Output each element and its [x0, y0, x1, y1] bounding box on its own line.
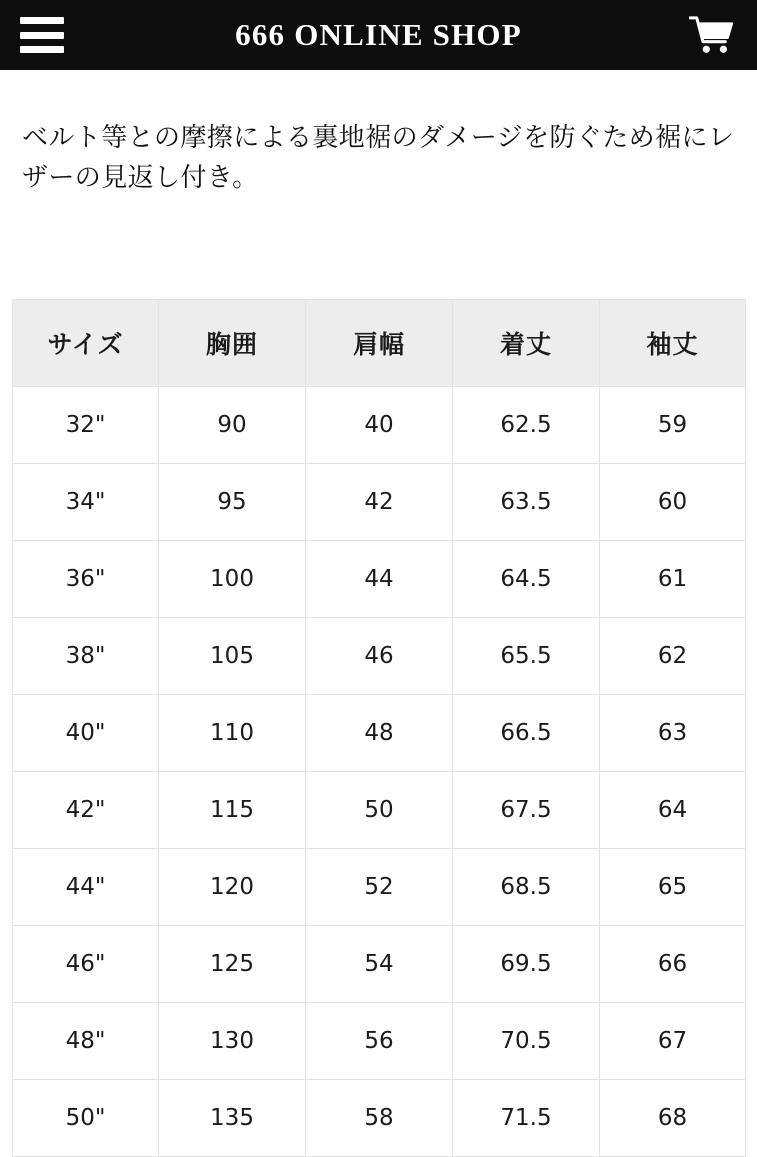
- cell-sleeve: 63: [600, 694, 746, 771]
- table-row: [13, 463, 746, 540]
- cell-size: 36": [13, 540, 159, 617]
- cell-length: 63.5: [453, 463, 600, 540]
- column-header-sleeve: 袖丈: [600, 299, 746, 386]
- table-row: [13, 694, 746, 771]
- cell-shoulder: 56: [306, 1002, 453, 1079]
- page-title: 666 ONLINE SHOP: [235, 17, 522, 52]
- cell-length: 69.5: [453, 925, 600, 1002]
- cell-size: 34": [13, 463, 159, 540]
- size-table-wrapper: [0, 299, 757, 1157]
- table-row: [13, 1002, 746, 1079]
- table-row: [13, 386, 746, 463]
- cell-shoulder: 58: [306, 1079, 453, 1156]
- table-row: [13, 540, 746, 617]
- cell-sleeve: 60: [600, 463, 746, 540]
- cell-length: 71.5: [453, 1079, 600, 1156]
- hamburger-menu-icon[interactable]: [20, 17, 64, 53]
- cell-shoulder: 50: [306, 771, 453, 848]
- cell-size: 46": [13, 925, 159, 1002]
- cell-length: 68.5: [453, 848, 600, 925]
- table-row: [13, 925, 746, 1002]
- cell-chest: 95: [159, 463, 306, 540]
- site-header: [0, 0, 757, 70]
- cell-length: 66.5: [453, 694, 600, 771]
- size-table-body: [13, 386, 746, 1156]
- product-description: ベルト等との摩擦による裏地裾のダメージを防ぐため裾にレザーの見返し付き。: [22, 123, 735, 194]
- cell-sleeve: 61: [600, 540, 746, 617]
- main-content: [0, 96, 757, 199]
- cell-size: 50": [13, 1079, 159, 1156]
- cell-length: 70.5: [453, 1002, 600, 1079]
- column-header-length: 着丈: [453, 299, 600, 386]
- cell-sleeve: 66: [600, 925, 746, 1002]
- cell-chest: 110: [159, 694, 306, 771]
- cell-sleeve: 64: [600, 771, 746, 848]
- shopping-cart-icon[interactable]: [689, 15, 735, 55]
- content-spacer: [0, 225, 757, 299]
- cell-chest: 105: [159, 617, 306, 694]
- table-row: [13, 1079, 746, 1156]
- column-header-shoulder: 肩幅: [306, 299, 453, 386]
- cell-length: 67.5: [453, 771, 600, 848]
- cell-size: 40": [13, 694, 159, 771]
- hamburger-bar-3: [20, 46, 64, 53]
- cell-shoulder: 48: [306, 694, 453, 771]
- column-header-size: サイズ: [13, 299, 159, 386]
- hamburger-bar-2: [20, 32, 64, 39]
- cell-length: 64.5: [453, 540, 600, 617]
- size-table-head: [13, 299, 746, 386]
- cell-shoulder: 46: [306, 617, 453, 694]
- cell-chest: 130: [159, 1002, 306, 1079]
- cell-sleeve: 65: [600, 848, 746, 925]
- column-header-chest: 胸囲: [159, 299, 306, 386]
- cell-sleeve: 59: [600, 386, 746, 463]
- cell-size: 38": [13, 617, 159, 694]
- cell-size: 44": [13, 848, 159, 925]
- cell-sleeve: 67: [600, 1002, 746, 1079]
- table-header-row: [13, 299, 746, 386]
- cell-size: 42": [13, 771, 159, 848]
- cell-size: 32": [13, 386, 159, 463]
- cell-length: 65.5: [453, 617, 600, 694]
- cell-chest: 120: [159, 848, 306, 925]
- table-row: [13, 848, 746, 925]
- cell-chest: 135: [159, 1079, 306, 1156]
- cell-chest: 90: [159, 386, 306, 463]
- cell-chest: 115: [159, 771, 306, 848]
- cell-shoulder: 52: [306, 848, 453, 925]
- cell-shoulder: 44: [306, 540, 453, 617]
- cell-shoulder: 42: [306, 463, 453, 540]
- cell-sleeve: 62: [600, 617, 746, 694]
- cell-chest: 100: [159, 540, 306, 617]
- hamburger-bar-1: [20, 17, 64, 24]
- table-row: [13, 617, 746, 694]
- cell-shoulder: 40: [306, 386, 453, 463]
- cell-length: 62.5: [453, 386, 600, 463]
- cell-size: 48": [13, 1002, 159, 1079]
- size-table: [12, 299, 746, 1157]
- cell-shoulder: 54: [306, 925, 453, 1002]
- cell-chest: 125: [159, 925, 306, 1002]
- table-row: [13, 771, 746, 848]
- cell-sleeve: 68: [600, 1079, 746, 1156]
